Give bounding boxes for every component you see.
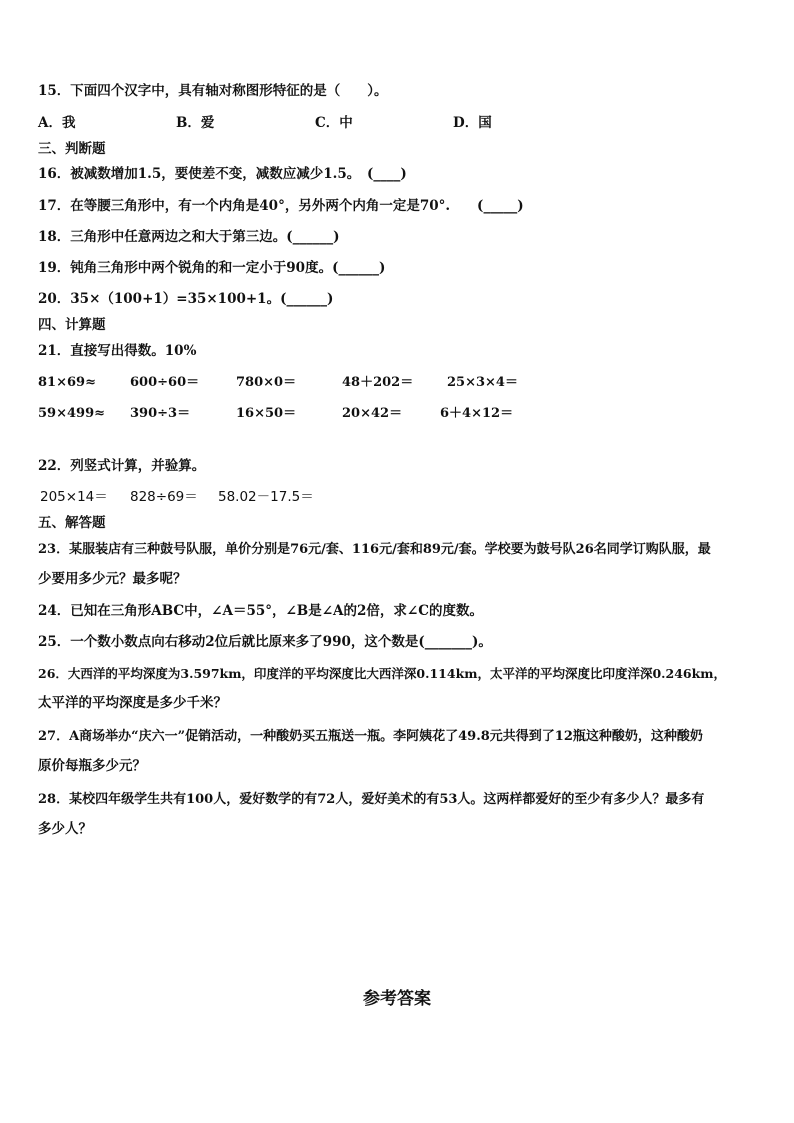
q15-option-a: A．我 bbox=[38, 115, 76, 131]
q22-item: 58.02－17.5＝ bbox=[218, 489, 314, 505]
q23-line2: 少要用多少元？最多呢？ bbox=[38, 571, 187, 587]
q19-text: 19．钝角三角形中两个锐角的和一定小于90度。(______) bbox=[38, 260, 386, 276]
answer-section-title: 参考答案 bbox=[363, 989, 431, 1009]
q15-option-c: C．中 bbox=[315, 115, 353, 131]
q21-item: 48＋202＝ bbox=[342, 375, 414, 390]
section-judge-heading: 三、判断题 bbox=[38, 141, 106, 157]
q21-item: 16×50＝ bbox=[236, 406, 297, 421]
q25-text: 25．一个数小数点向右移动2位后就比原来多了990，这个数是(_______)。 bbox=[38, 634, 492, 650]
q18-text: 18．三角形中任意两边之和大于第三边。(______) bbox=[38, 229, 340, 245]
q21-item: 6＋4×12＝ bbox=[440, 406, 514, 421]
q22-item: 205×14＝ bbox=[40, 489, 108, 505]
q24-text: 24．已知在三角形ABC中，∠A＝55°，∠B是∠A的2倍，求∠C的度数。 bbox=[38, 603, 483, 619]
q15-option-b: B．爱 bbox=[176, 115, 215, 131]
section-solve-heading: 五、解答题 bbox=[38, 515, 106, 531]
q21-item: 20×42＝ bbox=[342, 406, 403, 421]
q28-line2: 多少人？ bbox=[38, 821, 92, 837]
q21-item: 390÷3＝ bbox=[130, 406, 191, 421]
q27-line2: 原价每瓶多少元？ bbox=[38, 758, 146, 774]
q26-line2: 太平洋的平均深度是多少千米？ bbox=[38, 695, 227, 711]
q26-line1: 26．大西洋的平均深度为3.597km，印度洋的平均深度比大西洋深0.114km，太平洋的平均深度比印度洋深0.246km， bbox=[38, 666, 726, 681]
q17-text: 17．在等腰三角形中，有一个内角是40°，另外两个内角一定是70°. (_____) bbox=[38, 198, 524, 214]
q21-item: 59×499≈ bbox=[38, 406, 106, 421]
q28-line1: 28．某校四年级学生共有100人，爱好数学的有72人，爱好美术的有53人。这两样都爱好的至少有多少人？最多有 bbox=[38, 792, 705, 807]
q16-text: 16．被减数增加1.5，要使差不变，减数应减少1.5。 (____) bbox=[38, 166, 407, 182]
q15-text: 15．下面四个汉字中，具有轴对称图形特征的是（ ）。 bbox=[38, 83, 388, 99]
q21-item: 25×3×4＝ bbox=[447, 375, 518, 390]
q20-text: 20．35×（100+1）=35×100+1。(______) bbox=[38, 291, 334, 307]
q23-line1: 23．某服装店有三种鼓号队服，单价分别是76元/套、116元/套和89元/套。学校要为鼓号队26名同学订购队服，最 bbox=[38, 542, 711, 557]
q22-item: 828÷69＝ bbox=[130, 489, 198, 505]
q21-text: 21．直接写出得数。10% bbox=[38, 343, 197, 359]
q21-item: 81×69≈ bbox=[38, 375, 96, 390]
q27-line1: 27．A商场举办“庆六一”促销活动，一种酸奶买五瓶送一瓶。李阿姨花了49.8元共得到了12瓶这种酸奶，这种酸奶 bbox=[38, 729, 703, 744]
section-calc-heading: 四、计算题 bbox=[38, 317, 106, 333]
q21-item: 780×0＝ bbox=[236, 375, 297, 390]
q22-text: 22．列竖式计算，并验算。 bbox=[38, 458, 206, 474]
q15-option-d: D．国 bbox=[453, 115, 492, 131]
q21-item: 600÷60＝ bbox=[130, 375, 200, 390]
